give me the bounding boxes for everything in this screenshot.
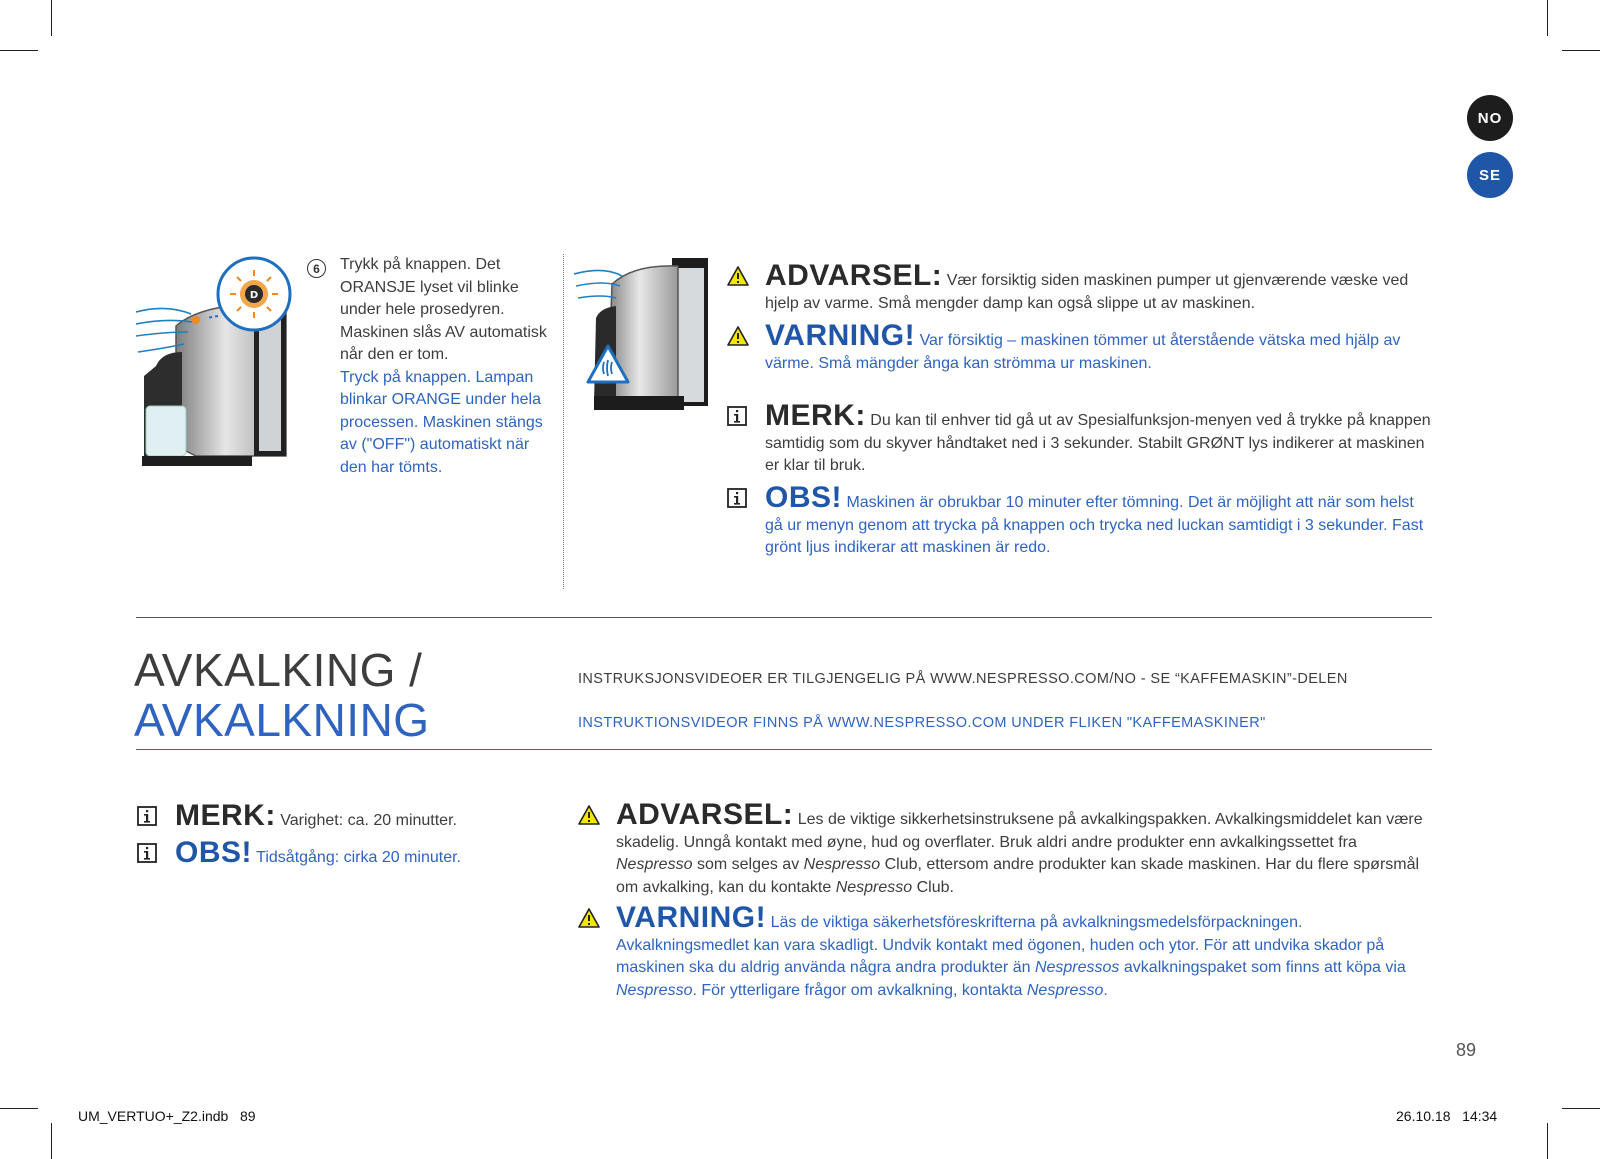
advarsel-text: Vær forsiktig siden maskinen pumper ut gjenværende væske ved hjelp av varme. Små mengder damp kan også slippe ut av maskinen. <box>765 272 1409 312</box>
footer-file-slug: UM_VERTUO+_Z2.indb 89 <box>78 1108 256 1124</box>
varning-text-1: Läs de viktiga säkerhetsföreskrifterna på avkalkningsmedelsförpackningen. Avkalkningsmedlet kan vara skadligt. Undvik kontakt med ögonen, huden och ytor. För att undvika skador på maskinen ska du aldrig använda några andra produkter än <box>616 914 1385 976</box>
video-info-se: INSTRUKTIONSVIDEOR FINNS PÅ WWW.NESPRESSO.COM UNDER FLIKEN "KAFFEMASKINER" <box>578 715 1266 731</box>
merk-text: Du kan til enhver tid gå ut av Spesialfunksjon-menyen ved å trykke på knappen samtidig som du skyver håndtaket ned i 3 sekunder. Stabilt GRØNT lys indikerer at maskinen er klar til bruk. <box>765 412 1431 474</box>
crop-mark <box>1547 1123 1548 1159</box>
merk-text: Varighet: ca. 20 minutter. <box>280 812 457 829</box>
warning-icon <box>727 266 749 294</box>
info-icon <box>137 843 157 871</box>
language-badge-se: SE <box>1467 152 1513 198</box>
crop-mark <box>1562 50 1600 51</box>
section-top-rule <box>136 617 1432 618</box>
crop-mark <box>51 1123 52 1159</box>
section-title <box>134 645 430 745</box>
advarsel-text-2: som selges av <box>696 856 800 873</box>
svg-text:D: D <box>249 290 259 301</box>
note-advarsel-bottom <box>616 800 1436 899</box>
step-number-badge: 6 <box>307 259 326 278</box>
note-obs-bottom <box>175 838 555 870</box>
page-number: 89 <box>1456 1040 1477 1060</box>
advarsel-label: ADVARSEL: <box>765 259 943 292</box>
advarsel-text-4: Club. <box>916 878 954 896</box>
video-info-no: INSTRUKSJONSVIDEOER ER TILGJENGELIG PÅ WWW.NESPRESSO.COM/NO - SE “KAFFEMASKIN”-DELEN <box>578 671 1348 687</box>
advarsel-text-1: Les de viktige sikkerhetsinstruksene på avkalkingspakken. Avkalkingsmiddelet kan være skadelig. Unngå kontakt med øyne, hud og overflater. Bruk aldri andre produkter enn avkalkingssettet fra <box>616 811 1423 851</box>
crop-mark <box>1547 0 1548 36</box>
section-title-se: AVKALKNING <box>134 694 430 746</box>
info-icon <box>137 806 157 834</box>
crop-mark <box>0 1108 38 1109</box>
note-merk-bottom <box>175 801 555 833</box>
info-icon <box>727 488 747 516</box>
step-text-no: Trykk på knappen. Det ORANSJE lyset vil blinke under hele prosedyren. Maskinen slås AV automatisk når den er tom. <box>340 256 547 363</box>
crop-mark <box>0 50 38 51</box>
step-instructions <box>340 254 550 479</box>
varning-text-3: . För ytterligare frågor om avkalkning, kontakta <box>692 981 1023 999</box>
note-merk-top <box>765 401 1435 478</box>
advarsel-text-3: Club, ettersom andre produkter kan skade maskinen. Har du flere spørsmål om avkalking, kan du kontakte <box>616 856 1420 896</box>
advarsel-label: ADVARSEL: <box>616 798 794 831</box>
merk-label: MERK: <box>175 799 276 832</box>
warning-icon <box>578 805 600 833</box>
column-divider <box>563 254 564 589</box>
crop-mark <box>51 0 52 36</box>
note-varning-bottom <box>616 903 1436 1002</box>
brand-name: Nespresso <box>835 878 913 896</box>
step-text-se: Tryck på knappen. Lampan blinkar ORANGE under hela processen. Maskinen stängs av ("OFF") automatiskt när den har tömts. <box>340 368 543 476</box>
obs-text: Tidsåtgång: cirka 20 minuter. <box>256 849 461 866</box>
note-obs-top <box>765 483 1435 560</box>
section-bottom-rule <box>136 749 1432 750</box>
varning-text-4: . <box>1103 981 1108 999</box>
brand-name: Nespresso <box>616 856 693 873</box>
note-varning-top <box>765 321 1435 375</box>
note-advarsel-top <box>765 261 1435 315</box>
language-badge-no: NO <box>1467 95 1513 141</box>
brand-name: Nespresso <box>1026 981 1104 999</box>
obs-label: OBS! <box>175 836 252 869</box>
varning-text: Var försiktig – maskinen tömmer ut återstående vätska med hjälp av värme. Små mängder ånga kan strömma ur maskinen. <box>765 332 1401 372</box>
varning-label: VARNING! <box>765 319 916 352</box>
varning-label: VARNING! <box>616 901 767 934</box>
warning-icon <box>578 908 600 936</box>
footer-date-slug: 26.10.18 14:34 <box>1396 1108 1498 1124</box>
obs-label: OBS! <box>765 481 842 514</box>
crop-mark <box>1562 1108 1600 1109</box>
brand-name: Nespressos <box>1034 959 1120 976</box>
machine-steam-illustration <box>574 254 714 414</box>
merk-label: MERK: <box>765 399 866 432</box>
info-icon <box>727 406 747 434</box>
machine-button-illustration <box>136 256 306 478</box>
warning-icon <box>727 326 749 354</box>
brand-name: Nespresso <box>803 856 881 873</box>
varning-text-2: avkalkningspaket som finns att köpa via <box>1123 959 1406 976</box>
obs-text: Maskinen är obrukbar 10 minuter efter tömning. Det är möjlight att när som helst gå ur menyn genom att trycka på knappen och trycka ned luckan samtidigt i 3 sekunder. Fast grönt ljus indikerar att maskinen är redo. <box>765 494 1424 556</box>
section-title-no: AVKALKING / <box>134 644 423 696</box>
brand-name: Nespresso <box>616 981 693 999</box>
